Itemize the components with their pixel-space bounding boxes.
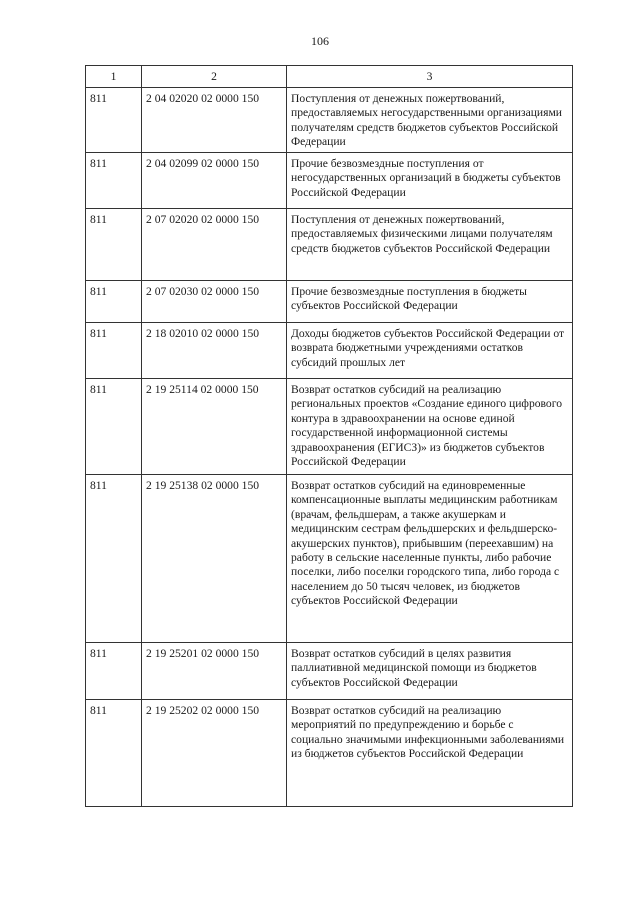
table-row: [86, 88, 573, 153]
table-row: [86, 323, 573, 379]
budget-revenue-table: [85, 65, 573, 807]
table-row: [86, 700, 573, 807]
description-cell: Возврат остатков субсидий на реализацию мероприятий по предупреждению и борьбе с социально значимыми инфекционными заболеваниями из бюджетов субъектов Российской Федерации: [287, 700, 573, 807]
page-number: 106: [311, 34, 329, 48]
table-row: [86, 475, 573, 643]
description-cell: Поступления от денежных пожертвований, предоставляемых физическими лицами получателям средств бюджетов субъектов Российской Федерации: [287, 209, 573, 281]
description-cell: Возврат остатков субсидий на реализацию региональных проектов «Создание единого цифрового контура в здравоохранении на основе единой государственной информационной системы здравоохранения (ЕГИСЗ)» из бюджетов субъектов Российской Федерации: [287, 379, 573, 475]
description-cell: Поступления от денежных пожертвований, предоставляемых негосударственными организациями получателям средств бюджетов субъектов Российской Федерации: [287, 88, 573, 153]
description-cell: Доходы бюджетов субъектов Российской Федерации от возврата бюджетными учреждениями остатков субсидий прошлых лет: [287, 323, 573, 379]
budget-code-cell: 2 19 25201 02 0000 150: [142, 643, 287, 700]
header-col-3: 3: [287, 66, 573, 88]
admin-code-cell: 811: [86, 88, 142, 153]
description-cell: Возврат остатков субсидий на единовременные компенсационные выплаты медицинским работникам (врачам, фельдшерам, а также акушеркам и медицинским сестрам фельдшерских и фельдшерско-акушерских пунктов), прибывшим (переехавшим) на работу в сельские населенные пункты, либо рабочие поселки, либо поселки городского типа, либо города с населением до 50 тысяч человек, из бюджетов субъектов Российской Федерации: [287, 475, 573, 643]
description-cell: Возврат остатков субсидий в целях развития паллиативной медицинской помощи из бюджетов субъектов Российской Федерации: [287, 643, 573, 700]
table-header-row: [86, 66, 573, 88]
admin-code-cell: 811: [86, 379, 142, 475]
admin-code-cell: 811: [86, 323, 142, 379]
admin-code-cell: 811: [86, 153, 142, 209]
admin-code-cell: 811: [86, 209, 142, 281]
header-col-1: 1: [86, 66, 142, 88]
budget-code-cell: 2 18 02010 02 0000 150: [142, 323, 287, 379]
budget-code-cell: 2 04 02099 02 0000 150: [142, 153, 287, 209]
admin-code-cell: 811: [86, 281, 142, 323]
budget-code-cell: 2 19 25138 02 0000 150: [142, 475, 287, 643]
description-cell: Прочие безвозмездные поступления от негосударственных организаций в бюджеты субъектов Российской Федерации: [287, 153, 573, 209]
table-row: [86, 153, 573, 209]
table-row: [86, 281, 573, 323]
header-col-2: 2: [142, 66, 287, 88]
budget-code-cell: 2 07 02030 02 0000 150: [142, 281, 287, 323]
table-row: [86, 643, 573, 700]
admin-code-cell: 811: [86, 475, 142, 643]
budget-code-cell: 2 07 02020 02 0000 150: [142, 209, 287, 281]
budget-code-cell: 2 19 25202 02 0000 150: [142, 700, 287, 807]
table-row: [86, 379, 573, 475]
budget-code-cell: 2 19 25114 02 0000 150: [142, 379, 287, 475]
admin-code-cell: 811: [86, 643, 142, 700]
description-cell: Прочие безвозмездные поступления в бюджеты субъектов Российской Федерации: [287, 281, 573, 323]
budget-code-cell: 2 04 02020 02 0000 150: [142, 88, 287, 153]
table-row: [86, 209, 573, 281]
admin-code-cell: 811: [86, 700, 142, 807]
